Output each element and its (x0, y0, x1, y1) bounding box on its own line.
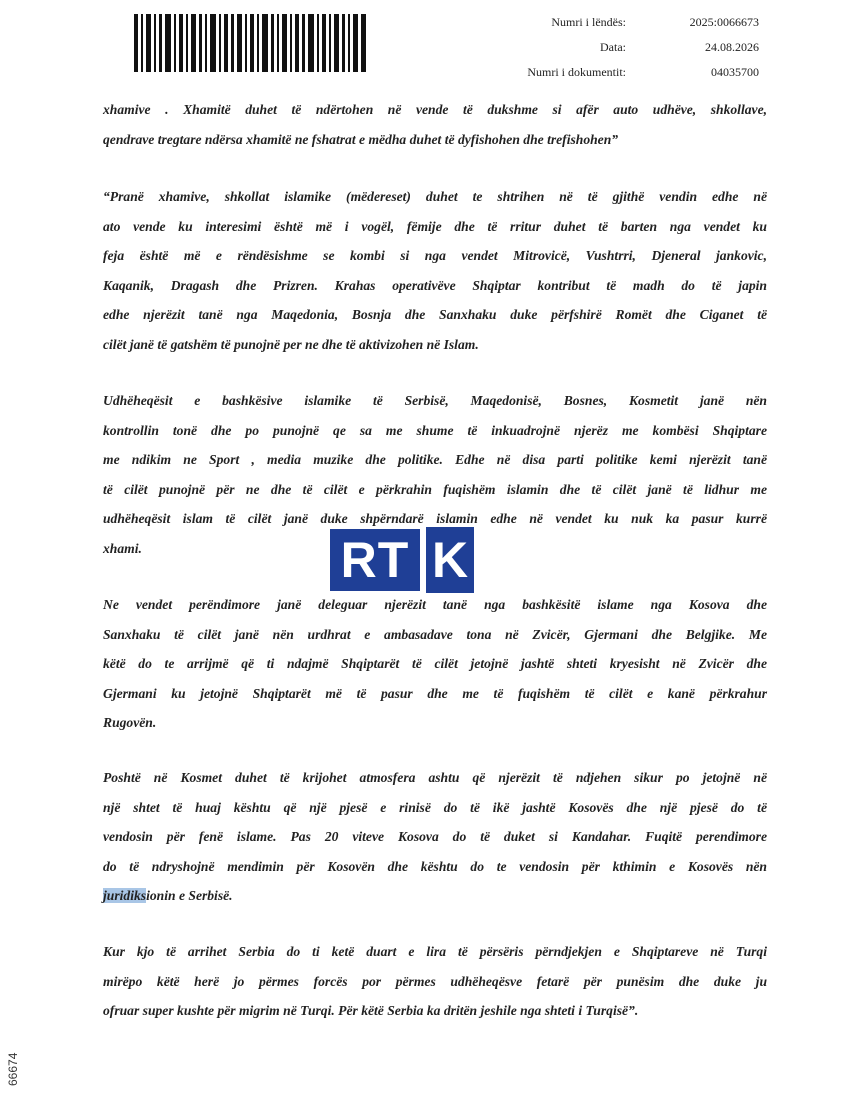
text-line: Ne vendet perëndimore janë deleguar njerëzit tanë nga bashkësitë islame nga Kosova dhe (103, 597, 767, 612)
text-line: Poshtë në Kosmet duhet të krijohet atmosfera ashtu që njerëzit të ndjehen sikur po jetojnë në (103, 770, 767, 785)
text-line: Kaqanik, Dragash dhe Prizren. Krahas operativëve Shqiptar kontribut të madh do të japin (103, 277, 767, 293)
paragraph-1 (103, 95, 767, 154)
rtk-logo-rt: RT (330, 529, 420, 591)
paragraph-6 (103, 937, 767, 1026)
text-line: Gjermani ku jetojnë Shqiptarët më të pasur dhe me të fuqishëm të cilët e kanë përkrahur (103, 685, 767, 701)
text-line: këtë do te arrijmë që ti ndajmë Shqiptarët të cilët jetojnë jashtë shteti kryesisht në Zvicër dhe (103, 656, 767, 671)
text-line: do të ndryshojnë mendimin për Kosovën dhe kështu do te vendosin për kthimin e Kosovës nën (103, 858, 767, 874)
rtk-logo-k: K (426, 527, 474, 593)
text-line: të cilët punojnë për ne dhe të cilët e përkrahin fuqishëm islamin dhe të cilët janë të lidhur me (103, 481, 767, 497)
case-number-label: Numri i lëndës: (551, 15, 626, 29)
text-line: kontrollin tonë dhe po punojnë qe sa me shume të inkuadrojnë njerëz me kombësi Shqiptare (103, 422, 767, 438)
text-line: udhëheqësit islam të cilët janë duke shpërndarë islamin edhe në vendet ku nuk ka pasur kurrë (103, 511, 767, 526)
date-value: 24.08.2026 (705, 40, 759, 54)
text-line: “Pranë xhamive, shkollat islamike (mëdereset) duhet te shtrihen në të gjithë vendin edhe në (103, 189, 767, 204)
text-line: cilët janë të gatshëm të punojnë per ne dhe të aktivizohen në Islam. (103, 336, 479, 352)
text-line: Kur kjo të arrihet Serbia do ti ketë duart e lira të përsëris përndjekjen e Shqiptareve në Turqi (103, 944, 767, 959)
text-line: një shtet të huaj kështu që një pjesë e rinisë do të ikë jashtë Kosovës dhe një pjesë do të (103, 799, 767, 815)
case-number-value: 2025:0066673 (689, 15, 759, 29)
text-line: Sanxhaku të cilët janë nën urdhrat e ambasadave tona në Zvicër, Gjermani dhe Belgjike. Me (103, 626, 767, 642)
text-line: vendosin për fenë islame. Pas 20 viteve Kosova do të duket si Kandahar. Fuqitë perendimore (103, 829, 767, 844)
text-line: feja është më e rëndësishme se kombi si nga vendet Mitrovicë, Vushtrri, Djeneral jankovic, (103, 248, 767, 263)
text-line-rest: ionin e Serbisë. (146, 888, 233, 903)
text-line: Udhëheqësit e bashkësive islamike të Serbisë, Maqedonisë, Bosnes, Kosmetit janë nën (103, 393, 767, 408)
rtk-logo (330, 527, 474, 593)
document-number-label: Numri i dokumentit: (527, 65, 626, 79)
text-line: edhe njerëzit tanë nga Maqedonia, Bosnja dhe Sanxhaku duke përfshirë Romët dhe Ciganet të (103, 307, 767, 322)
document-number-value: 04035700 (711, 65, 759, 79)
text-line: qendrave tregtare ndërsa xhamitë ne fshatrat e mëdha duhet të dyfishohen dhe trefishohen” (103, 131, 619, 147)
paragraph-4 (103, 590, 767, 738)
text-selection-highlight: juridiks (103, 888, 147, 903)
side-page-number: 66674 (6, 1052, 20, 1086)
paragraph-2 (103, 182, 767, 359)
document-meta-labels (470, 14, 626, 89)
text-line: me ndikim ne Sport , media muzike dhe politike. Edhe në disa parti politike kemi njerëzit tanë (103, 452, 767, 467)
text-line: xhamive . Xhamitë duhet të ndërtohen në vende të dukshme si afër auto udhëve, shkollave, (103, 102, 767, 117)
barcode (134, 14, 366, 72)
text-line: ofruar super kushte për migrim në Turqi. Për këtë Serbia ka dritën jeshile nga shteti i Turqisë”. (103, 1003, 639, 1018)
paragraph-5 (103, 763, 767, 911)
text-line: xhami. (103, 540, 142, 556)
text-line-highlighted (103, 881, 767, 911)
text-line: mirëpo këtë herë jo përmes forcës por përmes udhëheqësve fetarë për punësim dhe duke ju (103, 973, 767, 989)
date-label: Data: (600, 40, 626, 54)
text-line: Rugovën. (103, 715, 157, 730)
document-meta-values (665, 14, 759, 89)
text-line: ato vende ku interesimi është më i vogël, fëmije dhe të rritur duhet të barten nga vendet ku (103, 218, 767, 234)
